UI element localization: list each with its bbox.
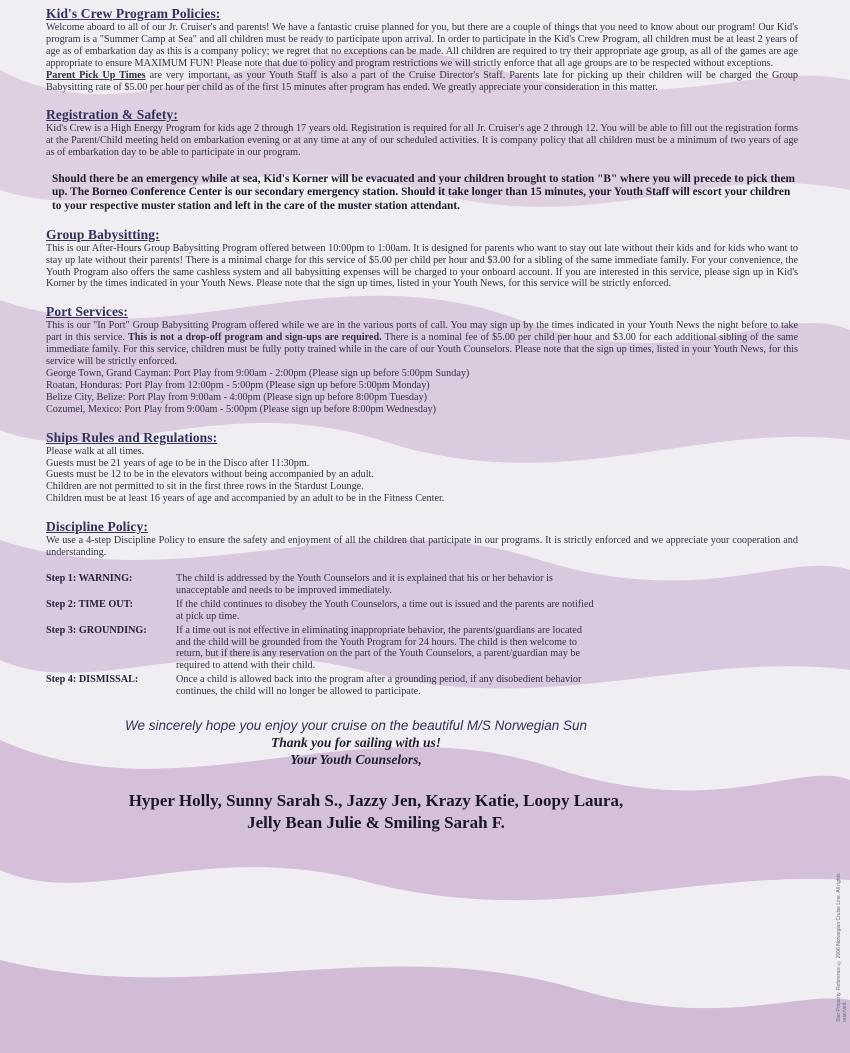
- emergency-notice: Should there be an emergency while at sea, Kid's Korner will be evacuated and your children brought to station "B" where you will precede to pick them up. The Borneo Conference Center is our secondary emergency station. Should it take longer than 15 minutes, your Youth Staff will escort your children to your respective muster station and left in the care of the muster station attendant.: [52, 173, 796, 212]
- step-text: The child is addressed by the Youth Counselors and it is explained that his or her behavior is unacceptable and needs to be improved immediately.: [176, 572, 553, 596]
- port-body-bold: This is not a drop-off program and sign-ups are required.: [128, 332, 382, 344]
- discipline-step: [46, 573, 798, 597]
- discipline-section: [46, 519, 798, 698]
- step-label: Step 1: WARNING:: [46, 572, 133, 584]
- counselor-signatures: [46, 790, 706, 834]
- rules-heading: Ships Rules and Regulations:: [46, 429, 218, 445]
- discipline-step: [46, 674, 798, 698]
- step-text: Once a child is allowed back into the program after a grounding period, if any disobedient behavior continues, the child will no longer be allowed to participate.: [176, 674, 582, 698]
- port-paragraph: [46, 320, 798, 368]
- closing-line-2: Thank you for sailing with us!: [271, 735, 441, 751]
- babysitting-heading: Group Babysitting:: [46, 226, 160, 242]
- document-page: [46, 6, 798, 834]
- step-label: Step 2: TIME OUT:: [46, 598, 134, 610]
- step-text: If the child continues to disobey the Youth Counselors, a time out is issued and the parents are notified at pick up time.: [176, 598, 594, 622]
- signature-line-2: Jelly Bean Julie & Smiling Sarah F.: [247, 813, 505, 833]
- port-body-2: There is a nominal fee of $5.00 per child per hour and $3.00 for each additional sibling of the same immediate family. For this service, children must be fully potty trained while in the care of our Youth Counselors. Please note that the sign up times, listed in your Youth News, for this service will be strictly enforced.: [46, 332, 799, 368]
- registration-body: Kid's Crew is a High Energy Program for kids age 2 through 17 years old. Registration is required for all Jr. Cruiser's age 2 through 12. You will be able to fill out the registration forms at the Parent/Child meeting held on embarkation evening or at any time at any of our scheduled activities. It is company policy that all children must be a minimum of two years of age as of embarkation day to be able to participate in our program.: [46, 123, 798, 159]
- policies-body: Welcome aboard to all of our Jr. Cruiser's and parents! We have a fantastic cruise planned for you, but there are a couple of things that you need to know about our program! Our Kid's program is a "Summer Camp at Sea" and all children must be ready to participate upon arrival. In order to participate in the Kid's Crew Program, all children must be at least 2 years of age as of embarkation day as this is a company policy; we regret that no exceptions can be made. All children are required to try their appropriate age group, as all of the games are age appropriate to ensure MAXIMUM FUN! Please note that due to policy and program restrictions we will strictly enforce that all age groups are to be respected without exceptions.: [46, 22, 798, 69]
- rule-item: Children are not permitted to sit in the first three rows in the Stardust Lounge.: [46, 481, 364, 493]
- port-schedule-item: Roatan, Honduras: Port Play from 12:00pm - 5:00pm (Please sign up before 5:00pm Monday): [46, 379, 430, 391]
- babysitting-body: This is our After-Hours Group Babysitting Program offered between 10:00pm to 1:00am. It is designed for parents who want to stay out late without their kids and for kids who want to stay up late without their parents! There is a minimal charge for this service of $5.00 per child per hour and $3.00 for a sibling of the same immediate family. For your convenience, the Youth Program also offers the same cashless system and all babysitting expenses will be charged to your onboard account. If you are interested in this service, please sign up in Kid's Korner by the times indicated in your Youth News. Please note that the sign up times, listed in your Youth News, for this service will be strictly enforced.: [46, 242, 798, 290]
- rule-item: Guests must be 21 years of age to be in the Disco after 11:30pm.: [46, 457, 310, 469]
- pickup-text: are very important, as your Youth Staff is also a part of the Cruise Director's Staff. Parents late for picking up their children will be charged the Group Babysitting rate of $5.00 per hour per child as of the first 15 minutes after program has ended. We greatly appreciate your consideration in this matter.: [46, 69, 799, 93]
- discipline-body: We use a 4-step Discipline Policy to ensure the safety and enjoyment of all the children that participate in our programs. It is strictly enforced and we appreciate your cooperation and understanding.: [46, 535, 798, 559]
- policies-paragraph: [46, 22, 798, 93]
- port-section: [46, 304, 798, 415]
- rule-item: Please walk at all times.: [46, 445, 145, 457]
- rules-section: [46, 430, 798, 506]
- discipline-steps: [46, 573, 798, 698]
- pickup-label: Parent Pick Up Times: [46, 69, 146, 81]
- closing-message: [76, 718, 636, 768]
- step-text: If a time out is not effective in eliminating inappropriate behavior, the parents/guardians are located and the child will be grounded from the Youth Program for 24 hours. The child is then welcome to return, but if there is any reservation on the part of the Youth Counselors, a parent/guardian may be required to attend with their child.: [176, 624, 582, 672]
- signature-line-1: Hyper Holly, Sunny Sarah S., Jazzy Jen, Krazy Katie, Loopy Laura,: [128, 791, 624, 811]
- policies-heading: Kid's Crew Program Policies:: [46, 6, 221, 21]
- copyright-notice: Star Property. Reference © 2006 Norwegian Cruise Line. All rights reserved.: [836, 873, 848, 1022]
- port-schedule-item: Cozumel, Mexico: Port Play from 9:00am - 5:00pm (Please sign up before 8:00pm Wednesday): [46, 403, 437, 415]
- closing-line-3: Your Youth Counselors,: [290, 752, 422, 768]
- rule-item: Children must be at least 16 years of age and accompanied by an adult to be in the Fitness Center.: [46, 493, 445, 505]
- port-heading: Port Services:: [46, 304, 128, 320]
- rule-item: Guests must be 12 to be in the elevators without being accompanied by an adult.: [46, 469, 374, 481]
- port-schedule-item: George Town, Grand Cayman: Port Play from 9:00am - 2:00pm (Please sign up before 5:00pm Sunday): [46, 368, 470, 380]
- discipline-heading: Discipline Policy:: [46, 519, 148, 535]
- discipline-step: [46, 625, 798, 673]
- port-schedule-item: Belize City, Belize: Port Play from 9:00am - 4:00pm (Please sign up before 8:00pm Tuesday): [46, 391, 428, 403]
- closing-line-1: We sincerely hope you enjoy your cruise on the beautiful M/S Norwegian Sun: [124, 718, 587, 734]
- port-body-1: This is our "In Port" Group Babysitting Program offered while we are in the various ports of call. You may sign up by the times indicated in your Youth News the night before to take part in this service.: [46, 320, 798, 344]
- policies-section: [46, 6, 798, 93]
- babysitting-section: [46, 227, 798, 291]
- discipline-step: [46, 599, 798, 623]
- registration-section: [46, 107, 798, 159]
- registration-heading: Registration & Safety:: [46, 107, 178, 123]
- step-label: Step 4: DISMISSAL:: [46, 674, 139, 686]
- step-label: Step 3: GROUNDING:: [46, 624, 147, 636]
